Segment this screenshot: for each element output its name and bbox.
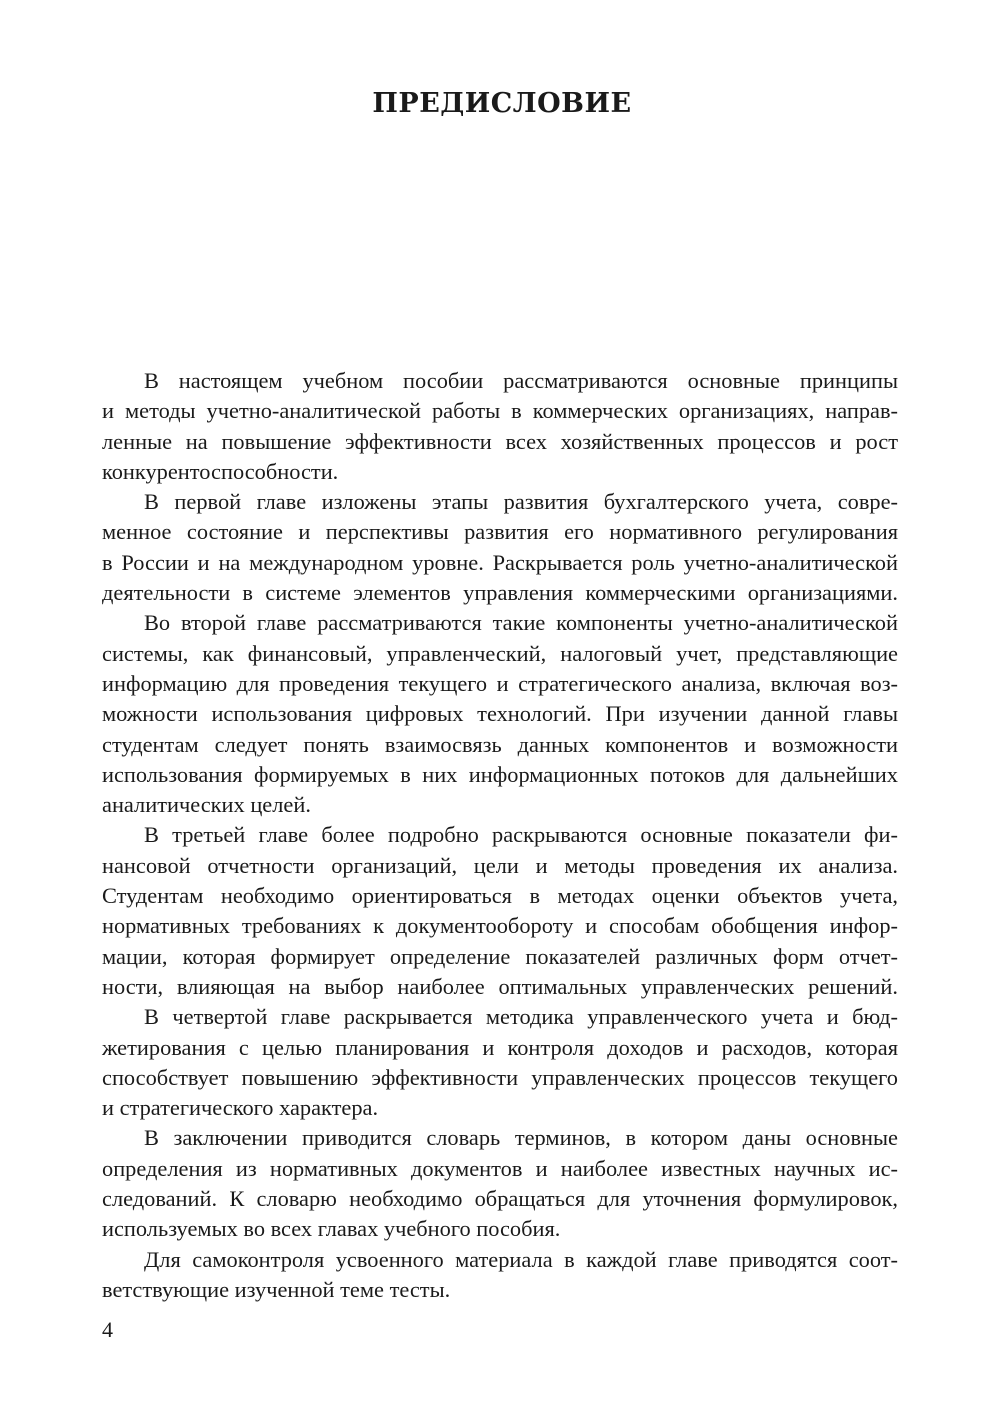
text-line: менное состояние и перспективы развития его нормативного регулирования <box>102 519 898 545</box>
text-line: нормативных требованиях к документообороту и способам обобщения инфор- <box>102 913 898 939</box>
text-line: Для самоконтроля усвоенного материала в каждой главе приводятся соот- <box>144 1246 898 1272</box>
text-line: конкурентоспособности. <box>102 458 339 484</box>
text-line: и стратегического характера. <box>102 1095 379 1121</box>
text-line: можности использования цифровых технологий. При изучении данной главы <box>102 701 898 727</box>
text-line: студентам следует понять взаимосвязь данных компонентов и возможности <box>102 731 898 757</box>
text-line: В настоящем учебном пособии рассматриваются основные принципы <box>144 368 898 393</box>
paragraph <box>102 366 898 487</box>
text-line: мации, которая формирует определение показателей различных форм отчет- <box>102 943 898 969</box>
text-line: жетирования с целью планирования и контроля доходов и расходов, которая <box>102 1034 898 1060</box>
text-line: ности, влияющая на выбор наиболее оптимальных управленческих решений. <box>102 973 898 999</box>
text-line: ветствующие изученной теме тесты. <box>102 1276 451 1302</box>
page-title: ПРЕДИСЛОВИЕ <box>372 88 632 119</box>
text-line: и методы учетно-аналитической работы в коммерческих организациях, направ- <box>102 398 898 424</box>
text-line: ленные на повышение эффективности всех хозяйственных процессов и рост <box>102 428 898 454</box>
text-line: деятельности в системе элементов управления коммерческими организациями. <box>102 580 898 606</box>
paragraph <box>102 1123 898 1244</box>
text-line: В третьей главе более подробно раскрываются основные показатели фи- <box>144 822 898 848</box>
text-line: Студентам необходимо ориентироваться в методах оценки объектов учета, <box>102 883 898 909</box>
paragraph <box>102 608 898 820</box>
text-line: аналитических целей. <box>102 792 311 818</box>
text-line: системы, как финансовый, управленческий, налоговый учет, представляющие <box>102 640 898 666</box>
text-line: определения из нормативных документов и наиболее известных научных ис- <box>102 1155 898 1181</box>
text-line: Во второй главе рассматриваются такие компоненты учетно-аналитической <box>144 610 898 636</box>
text-line: следований. К словарю необходимо обращаться для уточнения формулировок, <box>102 1186 898 1212</box>
text-line: В четвертой главе раскрывается методика управленческого учета и бюд- <box>144 1004 898 1030</box>
text-line: информацию для проведения текущего и стратегического анализа, включая воз- <box>102 670 898 696</box>
paragraph <box>102 820 898 1002</box>
text-line: В заключении приводится словарь терминов, в котором даны основные <box>144 1125 898 1151</box>
text-line: используемых во всех главах учебного пособия. <box>102 1216 561 1242</box>
text-line: использования формируемых в них информационных потоков для дальнейших <box>102 761 898 787</box>
paragraph <box>102 1245 898 1306</box>
text-line: в России и на международном уровне. Раскрывается роль учетно-аналитической <box>102 549 898 575</box>
text-line: нансовой отчетности организаций, цели и методы проведения их анализа. <box>102 852 898 878</box>
body-text <box>102 366 898 1305</box>
page-number: 4 <box>102 1317 113 1342</box>
paragraph <box>102 487 898 608</box>
text-line: В первой главе изложены этапы развития бухгалтерского учета, совре- <box>144 489 898 515</box>
paragraph <box>102 1002 898 1123</box>
text-line: способствует повышению эффективности управленческих процессов текущего <box>102 1064 898 1090</box>
